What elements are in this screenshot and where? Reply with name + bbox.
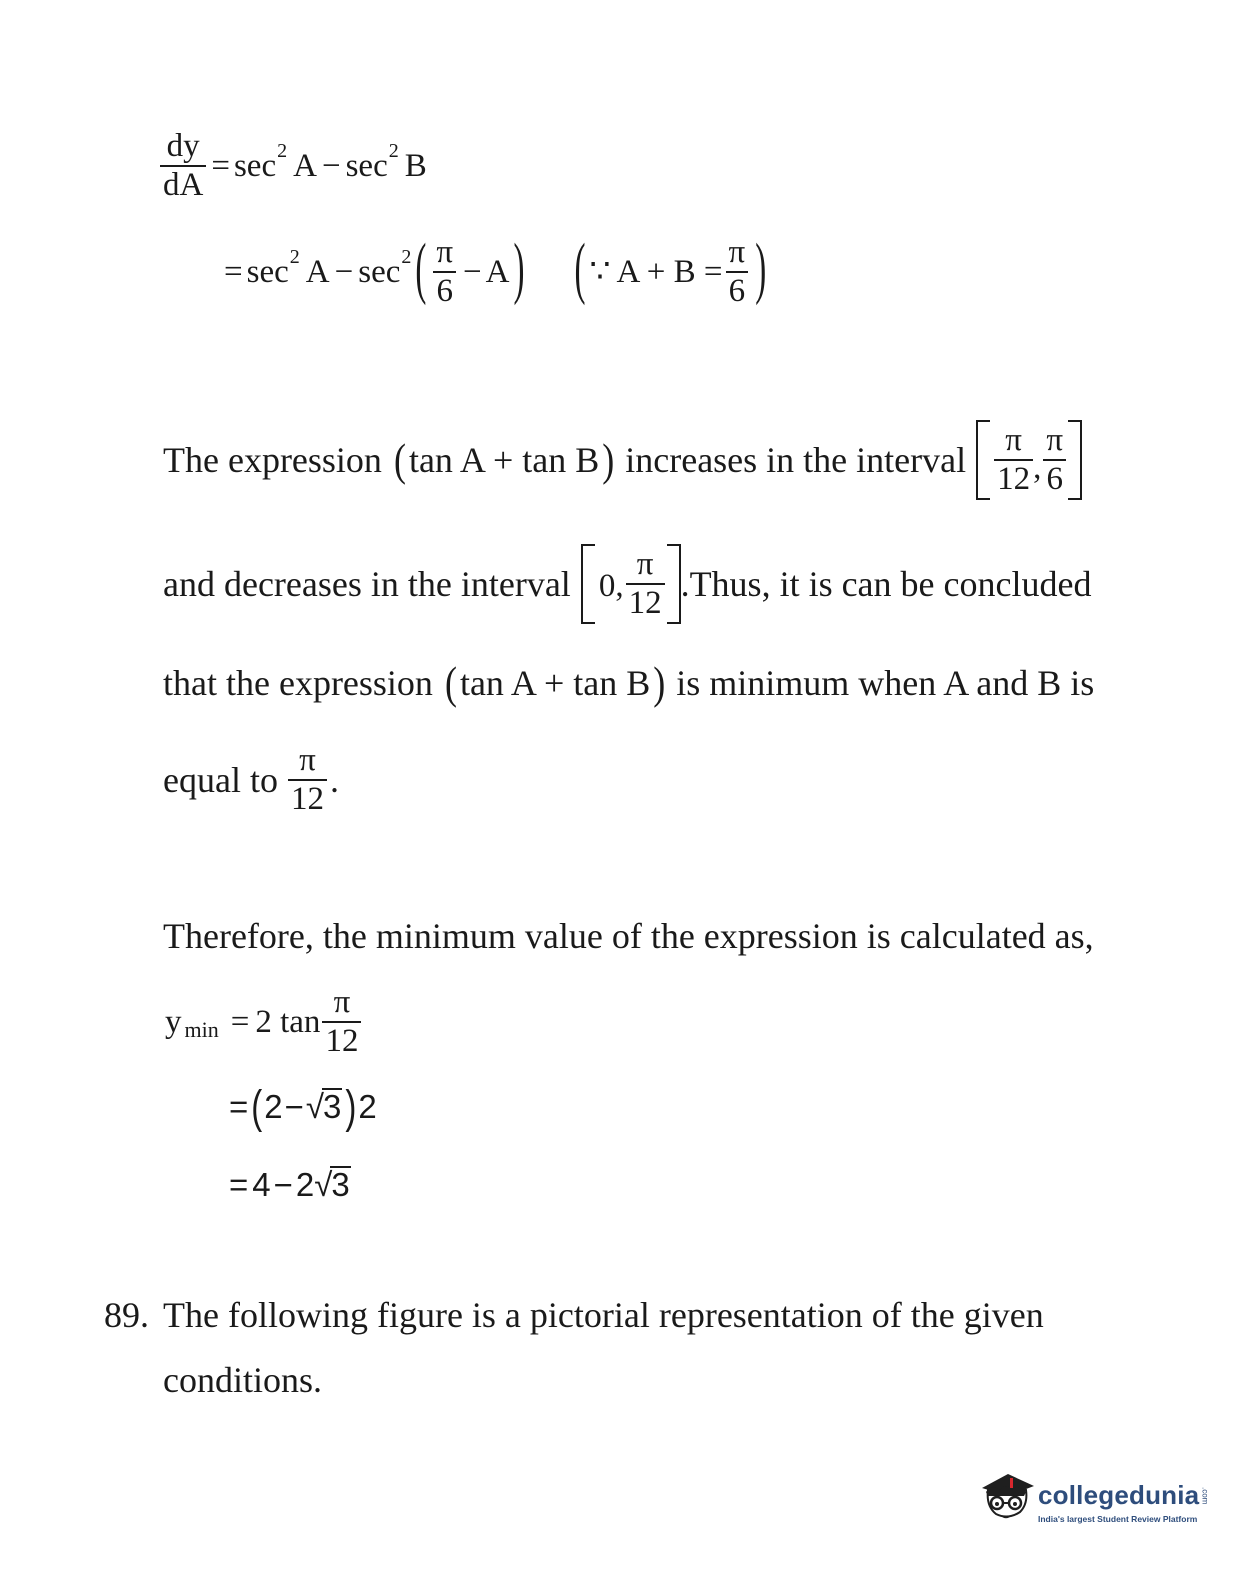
exponent: 2: [289, 246, 300, 268]
fraction-numerator: π: [728, 234, 746, 270]
sec-function: sec: [233, 147, 277, 184]
two-tan: 2 tan: [255, 1003, 321, 1040]
digit: 4: [252, 1165, 271, 1203]
fraction-denominator: 12: [626, 583, 665, 620]
close-paren: ): [513, 231, 525, 307]
text-run: that the expression: [163, 663, 433, 703]
fraction-numerator: π: [333, 984, 351, 1020]
ymin-line-1: [165, 986, 364, 1058]
equals-sign: =: [230, 1003, 250, 1040]
fraction-numerator: π: [299, 742, 316, 778]
fraction-numerator: π: [1005, 422, 1022, 458]
right-bracket: [1068, 420, 1082, 500]
close-paren: ): [345, 1080, 357, 1133]
logo-wordmark: [1038, 1480, 1209, 1511]
paragraph-therefore: Therefore, the minimum value of the expression is calculated as,: [163, 916, 1094, 956]
text-run: and decreases in the interval: [163, 564, 571, 604]
variable-b: B: [404, 147, 427, 184]
text-run: .Thus, it is can be concluded: [680, 564, 1092, 604]
dy-da-fraction: [160, 130, 206, 202]
text-run: equal to: [163, 760, 278, 800]
pi-over-twelve-fraction: [322, 986, 361, 1058]
logo-name: collegedunia: [1038, 1480, 1200, 1510]
open-paren: (: [574, 231, 586, 307]
question-number: 89.: [104, 1295, 149, 1335]
logo-text-group: [1038, 1480, 1209, 1524]
minus-sign: −: [284, 1087, 304, 1125]
pi-over-six-fraction: [433, 236, 456, 308]
minus-sign: −: [321, 147, 341, 184]
minus-sign: −: [463, 253, 482, 290]
close-paren: ): [755, 231, 767, 307]
pi-over-six-fraction: [726, 236, 749, 308]
derivative-line-2: [224, 231, 770, 309]
pi-over-twelve-fraction: [288, 744, 327, 816]
equals-sign: =: [229, 1165, 249, 1203]
equals-sign: =: [224, 253, 243, 290]
variable-a: A: [293, 147, 317, 184]
open-paren: (: [393, 435, 406, 485]
interval-start: 0,: [598, 567, 624, 604]
logo-tagline: India's largest Student Review Platform: [1038, 1514, 1198, 1524]
pi-over-twelve-fraction: [994, 424, 1033, 496]
text-run: increases in the interval: [625, 440, 967, 480]
sec-function: sec: [358, 253, 401, 290]
equals-sign: =: [211, 147, 230, 184]
ymin-line-3: [229, 1166, 351, 1203]
ymin-line-2: [229, 1080, 377, 1133]
subscript-min: min: [184, 1017, 219, 1042]
minus-sign: −: [334, 253, 354, 290]
paragraph-minimum: [163, 658, 1095, 708]
exponent: 2: [277, 140, 288, 162]
left-bracket: [581, 544, 595, 624]
digit: 2: [358, 1087, 377, 1125]
period: .: [329, 760, 339, 800]
fraction-numerator: π: [636, 546, 654, 582]
mascot-icon: [978, 1466, 1036, 1530]
fraction-denominator: dA: [160, 165, 206, 202]
open-paren: (: [444, 658, 457, 708]
logo-suffix: .com: [1200, 1486, 1210, 1505]
collegedunia-logo: [978, 1466, 1209, 1530]
exponent: 2: [401, 246, 412, 268]
pi-over-twelve-fraction: [626, 548, 665, 620]
fraction-denominator: 12: [322, 1021, 361, 1058]
fraction-numerator: π: [436, 234, 454, 270]
square-root-icon: √: [305, 1087, 325, 1125]
because-symbol: ∵: [589, 253, 611, 290]
tan-sum-expression: tan A + tan B: [459, 663, 651, 703]
right-bracket: [667, 544, 681, 624]
derivative-line-1: [160, 130, 427, 202]
fraction-numerator: π: [1046, 422, 1064, 458]
fraction-denominator: 12: [288, 779, 327, 816]
digit: 2: [264, 1087, 283, 1125]
fraction-numerator: dy: [166, 128, 200, 164]
open-paren: (: [415, 231, 427, 307]
variable-a: A: [305, 253, 330, 290]
comma: ,: [1033, 449, 1042, 486]
close-paren: ): [602, 435, 615, 485]
text-run: is minimum when A and B is: [676, 663, 1095, 703]
minus-sign: −: [273, 1165, 293, 1203]
digit: 2: [295, 1165, 315, 1203]
square-root-icon: √: [314, 1165, 333, 1203]
question-line-1: The following figure is a pictorial representation of the given: [163, 1295, 1044, 1335]
radicand: 3: [331, 1166, 350, 1203]
tan-sum-expression: tan A + tan B: [408, 440, 600, 480]
paragraph-increases: [163, 420, 1082, 500]
left-bracket: [976, 420, 990, 500]
variable-y: y: [165, 1003, 182, 1040]
question-line-2: conditions.: [163, 1360, 322, 1400]
text-run: The expression: [163, 440, 382, 480]
sec-function: sec: [246, 253, 289, 290]
pi-over-six-fraction: [1043, 424, 1066, 496]
equals-sign: =: [229, 1087, 249, 1125]
paragraph-equal-to: [163, 744, 339, 816]
open-paren: (: [251, 1080, 263, 1133]
fraction-denominator: 12: [994, 459, 1033, 496]
paragraph-decreases: [163, 544, 1091, 624]
fraction-denominator: 6: [726, 271, 749, 308]
fraction-denominator: 6: [1043, 459, 1066, 496]
sum-a-b: A + B =: [616, 253, 723, 290]
close-paren: ): [653, 658, 666, 708]
exponent: 2: [388, 140, 399, 162]
radicand: 3: [323, 1088, 342, 1125]
sec-function: sec: [345, 147, 388, 184]
fraction-denominator: 6: [433, 271, 456, 308]
variable-a: A: [485, 253, 510, 290]
